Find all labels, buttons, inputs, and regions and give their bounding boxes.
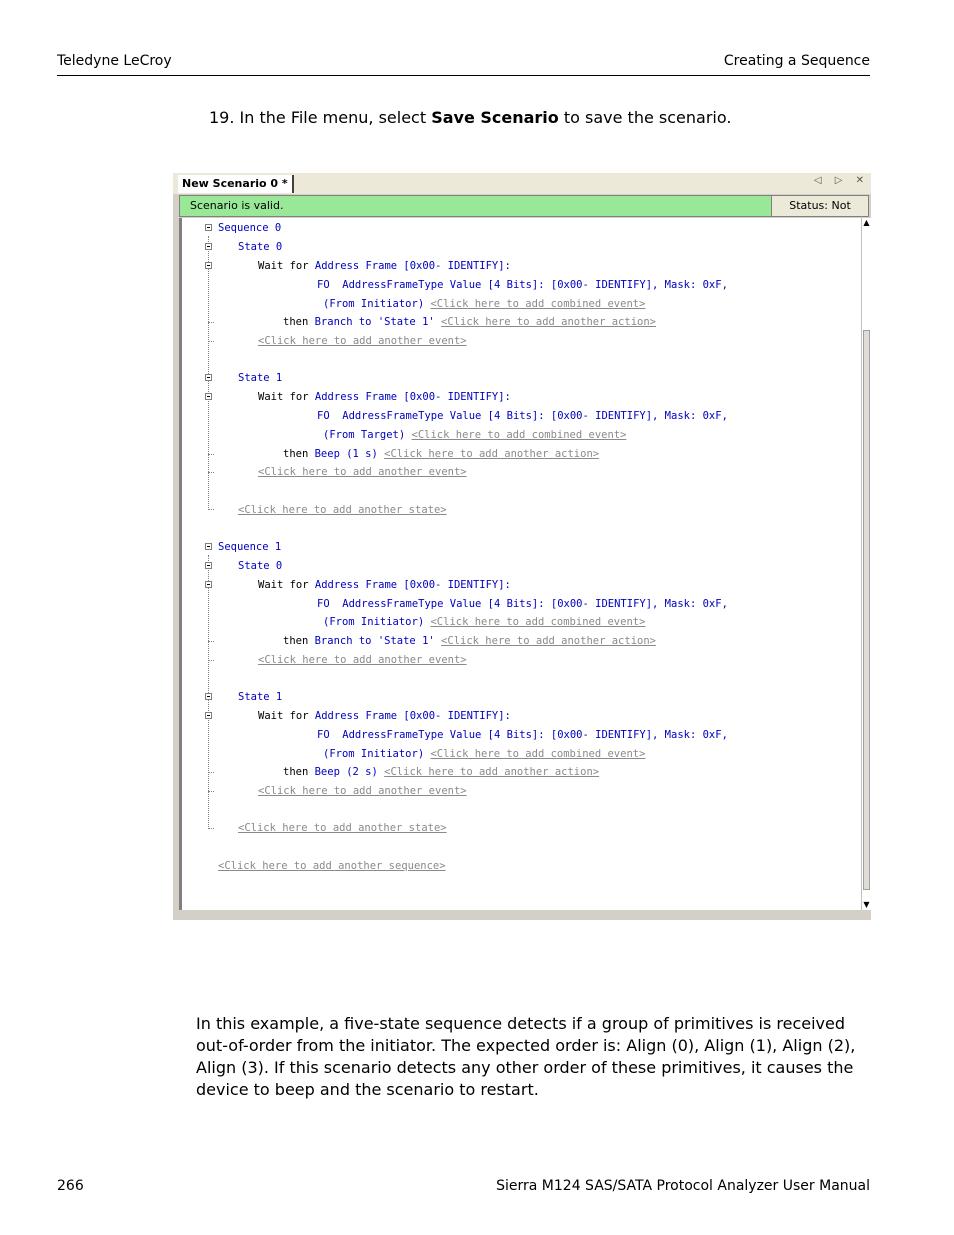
tree-from-row: (From Initiator) <Click here to add combined event>	[323, 748, 646, 760]
tree-line	[208, 791, 214, 792]
add-event-link[interactable]: <Click here to add another event>	[258, 785, 467, 797]
tree-line	[208, 341, 214, 342]
collapse-icon[interactable]	[205, 393, 212, 400]
step-19-instruction: 19. In the File menu, select Save Scenario to save the scenario.	[209, 108, 732, 127]
tree-from-row: (From Initiator) <Click here to add combined event>	[323, 616, 646, 628]
tree-sequence-0[interactable]: Sequence 0	[218, 222, 282, 234]
page-number: 266	[57, 1178, 84, 1194]
tree-line	[208, 509, 214, 510]
add-event-link[interactable]: <Click here to add another event>	[258, 654, 467, 666]
header-section-title: Creating a Sequence	[723, 53, 870, 69]
body-paragraph: In this example, a five-state sequence detects if a group of primitives is received out-of-order from the initiator. The expected order is: Align (0), Align (1), Align (2), Align (3). If this scenario detects any other order of these primitives, it causes the device to beep and the scenario to restart.	[196, 1014, 856, 1099]
tree-from-row: (From Target) <Click here to add combined event>	[323, 429, 627, 441]
vertical-scrollbar[interactable]	[861, 218, 871, 910]
tree-then-row: then Branch to 'State 1' <Click here to add another action>	[283, 316, 656, 328]
scenario-editor-screenshot	[173, 173, 871, 920]
collapse-icon[interactable]	[205, 562, 212, 569]
save-status: Status: Not	[771, 196, 868, 216]
tree-then-row: then Beep (2 s) <Click here to add another action>	[283, 766, 600, 778]
save-scenario-label: Save Scenario	[431, 108, 559, 127]
scroll-thumb[interactable]	[863, 330, 870, 890]
tab-new-scenario[interactable]: New Scenario 0 *	[178, 175, 294, 193]
collapse-icon[interactable]	[205, 224, 212, 231]
tree-line	[208, 660, 214, 661]
tree-line	[208, 555, 209, 829]
collapse-icon[interactable]	[205, 581, 212, 588]
collapse-icon[interactable]	[205, 712, 212, 719]
scenario-status-bar	[179, 195, 869, 217]
tab-navigation-icons[interactable]: ◁ ▷ ✕	[813, 175, 869, 186]
tree-state-1[interactable]: State 1	[238, 372, 283, 384]
add-event-link[interactable]: <Click here to add another event>	[258, 466, 467, 478]
scroll-down-icon[interactable]: ▼	[863, 900, 870, 909]
tree-wait-row: Wait for Address Frame [0x00- IDENTIFY]:	[258, 260, 511, 272]
tree-wait-row: Wait for Address Frame [0x00- IDENTIFY]:	[258, 391, 511, 403]
document-tab-bar	[173, 173, 871, 194]
add-state-link[interactable]: <Click here to add another state>	[238, 822, 447, 834]
horizontal-scrollbar[interactable]	[179, 910, 871, 920]
header-rule	[57, 75, 870, 76]
tree-line	[208, 828, 214, 829]
tree-wait-row: Wait for Address Frame [0x00- IDENTIFY]:	[258, 579, 511, 591]
tree-sequence-1[interactable]: Sequence 1	[218, 541, 282, 553]
manual-title: Sierra M124 SAS/SATA Protocol Analyzer User Manual	[496, 1178, 870, 1194]
collapse-icon[interactable]	[205, 374, 212, 381]
add-state-link[interactable]: <Click here to add another state>	[238, 504, 447, 516]
tree-fo-condition[interactable]: FO AddressFrameType Value [4 Bits]: [0x00- IDENTIFY], Mask: 0xF,	[317, 598, 728, 610]
tree-state-0[interactable]: State 0	[238, 560, 283, 572]
add-event-link[interactable]: <Click here to add another event>	[258, 335, 467, 347]
tree-state-0[interactable]: State 0	[238, 241, 283, 253]
tree-state-1[interactable]: State 1	[238, 691, 283, 703]
tree-fo-condition[interactable]: FO AddressFrameType Value [4 Bits]: [0x00- IDENTIFY], Mask: 0xF,	[317, 729, 728, 741]
tree-from-row: (From Initiator) <Click here to add combined event>	[323, 298, 646, 310]
tree-line	[208, 322, 214, 323]
tree-line	[208, 772, 214, 773]
add-sequence-link[interactable]: <Click here to add another sequence>	[218, 860, 446, 872]
tree-then-row: then Beep (1 s) <Click here to add another action>	[283, 448, 600, 460]
collapse-icon[interactable]	[205, 543, 212, 550]
scroll-up-icon[interactable]: ▲	[863, 218, 870, 227]
tree-line	[208, 641, 214, 642]
tree-line	[208, 472, 214, 473]
validity-status: Scenario is valid.	[190, 199, 284, 212]
collapse-icon[interactable]	[205, 243, 212, 250]
header-company: Teledyne LeCroy	[57, 53, 172, 69]
tree-line	[208, 454, 214, 455]
tree-wait-row: Wait for Address Frame [0x00- IDENTIFY]:	[258, 710, 511, 722]
tree-line	[208, 236, 209, 510]
tree-then-row: then Branch to 'State 1' <Click here to add another action>	[283, 635, 656, 647]
collapse-icon[interactable]	[205, 693, 212, 700]
scenario-tree-editor	[179, 218, 861, 910]
tree-fo-condition[interactable]: FO AddressFrameType Value [4 Bits]: [0x00- IDENTIFY], Mask: 0xF,	[317, 279, 728, 291]
tree-fo-condition[interactable]: FO AddressFrameType Value [4 Bits]: [0x00- IDENTIFY], Mask: 0xF,	[317, 410, 728, 422]
collapse-icon[interactable]	[205, 262, 212, 269]
